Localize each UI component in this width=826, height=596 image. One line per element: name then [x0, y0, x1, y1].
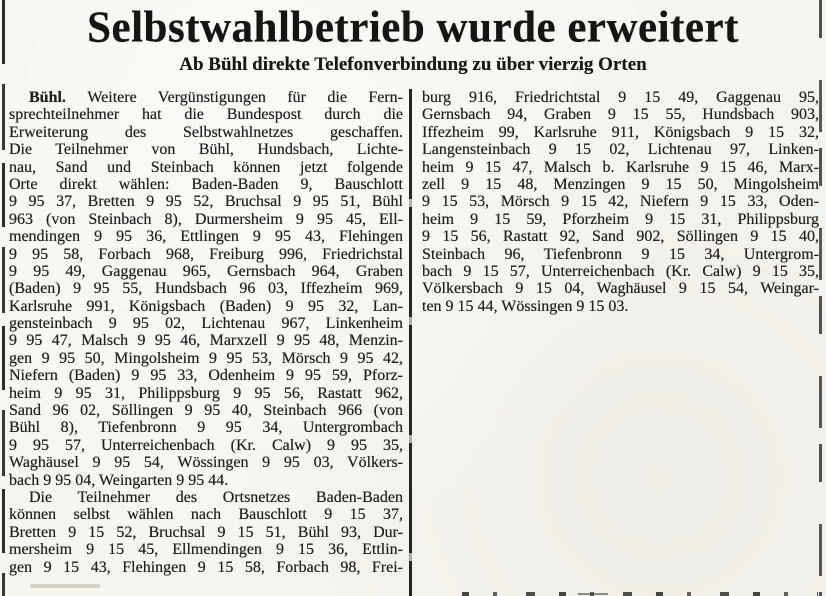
body-line: zell 9 15 48, Menzingen 9 15 50, Mingolsheim: [422, 175, 819, 193]
body-line: burg 916, Friedrichtstal 9 15 49, Gaggenau 95,: [422, 89, 819, 106]
body-line: Bühl 8), Tiefenbronn 9 95 34, Untergrombach: [9, 419, 403, 437]
body-line: 9 95 37, Bretten 9 95 52, Bruchsal 9 95 51, Bühl: [9, 193, 403, 211]
body-line: Sand 96 02, Söllingen 9 95 40, Steinbach 966 (von: [9, 402, 403, 420]
body-line: Karlsruhe 991, Königsbach (Baden) 9 95 32, Lan-: [9, 297, 403, 315]
dateline-lead-word: Bühl.: [29, 89, 88, 106]
body-line: Völkersbach 9 15 04, Waghäusel 9 15 54, Weingar-: [422, 280, 819, 298]
body-line: 9 95 49, Gaggenau 965, Gernsbach 964, Graben: [9, 262, 403, 280]
body-line: bach 9 95 04, Weingarten 9 95 44.: [9, 471, 229, 489]
body-line: mersheim 9 15 45, Ellmendingen 9 15 36, Ettlin-: [9, 541, 403, 559]
body-line: Erweiterung des Selbstwahlnetzes geschaffen.: [9, 123, 403, 141]
body-line: Waghäusel 9 95 54, Wössingen 9 95 03, Völkers-: [9, 454, 403, 472]
article-subtitle: Ab Bühl direkte Telefonverbindung zu über vierzig Orten: [179, 54, 647, 75]
body-line: (Baden) 9 95 55, Hundsbach 96 03, Iffezheim 969,: [9, 280, 403, 298]
scan-smudge: [30, 584, 100, 588]
body-line: sprechteilnehmer hat die Bundespost durch die: [9, 106, 403, 124]
body-line: nau, Sand und Steinbach können jetzt folgende: [9, 158, 403, 176]
body-line: können selbst wählen nach Bauschlott 9 15 37,: [9, 506, 403, 524]
body-line: mendingen 9 95 36, Ettlingen 9 95 43, Flehingen: [9, 228, 403, 246]
body-line: Die Teilnehmer des Ortsnetzes Baden-Baden: [29, 488, 403, 506]
body-line: heim 9 15 47, Malsch b. Karlsruhe 9 15 46, Marx-: [422, 158, 819, 176]
body-line: Iffezheim 99, Karlsruhe 911, Königsbach 9 15 32,: [422, 123, 819, 141]
body-line: Langensteinbach 9 15 02, Lichtenau 97, Linken-: [422, 141, 819, 159]
right-border-rule: [819, 0, 822, 596]
body-line: 9 95 57, Unterreichenbach (Kr. Calw) 9 95 35,: [9, 436, 403, 454]
article-body: [9, 89, 819, 596]
cut-off-text-fragment: [438, 589, 818, 596]
body-line: Bretten 9 15 52, Bruchsal 9 15 51, Bühl 93, Dur-: [9, 523, 403, 541]
body-line: gensteinbach 9 95 02, Lichtenau 967, Linkenheim: [9, 315, 403, 333]
body-line: heim 9 95 31, Philippsburg 9 95 56, Rastatt 962,: [9, 384, 403, 402]
body-line: 963 (von Steinbach 8), Durmersheim 9 95 45, Ell-: [9, 210, 403, 228]
body-line: gen 9 15 43, Flehingen 9 15 58, Forbach 98, Frei-: [9, 558, 403, 576]
article-title: Selbstwahlbetrieb wurde erweitert: [87, 3, 739, 52]
body-line: ten 9 15 44, Wössingen 9 15 03.: [422, 297, 629, 315]
body-line: 9 95 47, Malsch 9 95 46, Marxzell 9 95 48, Menzin-: [9, 332, 403, 350]
left-column: [9, 89, 403, 596]
body-line: Orte direkt wählen: Baden-Baden 9, Bauschlott: [9, 175, 403, 193]
body-line: Bühl. Weitere Vergünstigungen für die Fern-: [29, 89, 403, 106]
body-line: 9 15 53, Mörsch 9 15 42, Niefern 9 15 33, Oden-: [422, 193, 819, 211]
body-line: Die Teilnehmer von Bühl, Hundsbach, Lichte-: [9, 141, 403, 159]
body-line: 9 95 58, Forbach 968, Freiburg 996, Friedrichstal: [9, 245, 403, 263]
body-line: gen 9 95 50, Mingolsheim 9 95 53, Mörsch 9 95 42,: [9, 349, 403, 367]
left-border-rule: [2, 0, 5, 596]
body-line: 9 15 56, Rastatt 92, Sand 902, Söllingen 9 15 40,: [422, 228, 819, 246]
right-column: [412, 89, 819, 596]
body-line: heim 9 15 59, Pforzheim 9 15 31, Philippsburg: [422, 210, 819, 228]
body-line: bach 9 15 57, Unterreichenbach (Kr. Calw) 9 15 35,: [422, 262, 819, 280]
body-line: Gernsbach 94, Graben 9 15 55, Hundsbach 903,: [422, 106, 819, 124]
body-line: Steinbach 96, Tiefenbronn 9 15 34, Untergrom-: [422, 245, 819, 263]
article-header: [10, 4, 816, 76]
body-line: Niefern (Baden) 9 95 33, Odenheim 9 95 59, Pforz-: [9, 367, 403, 385]
